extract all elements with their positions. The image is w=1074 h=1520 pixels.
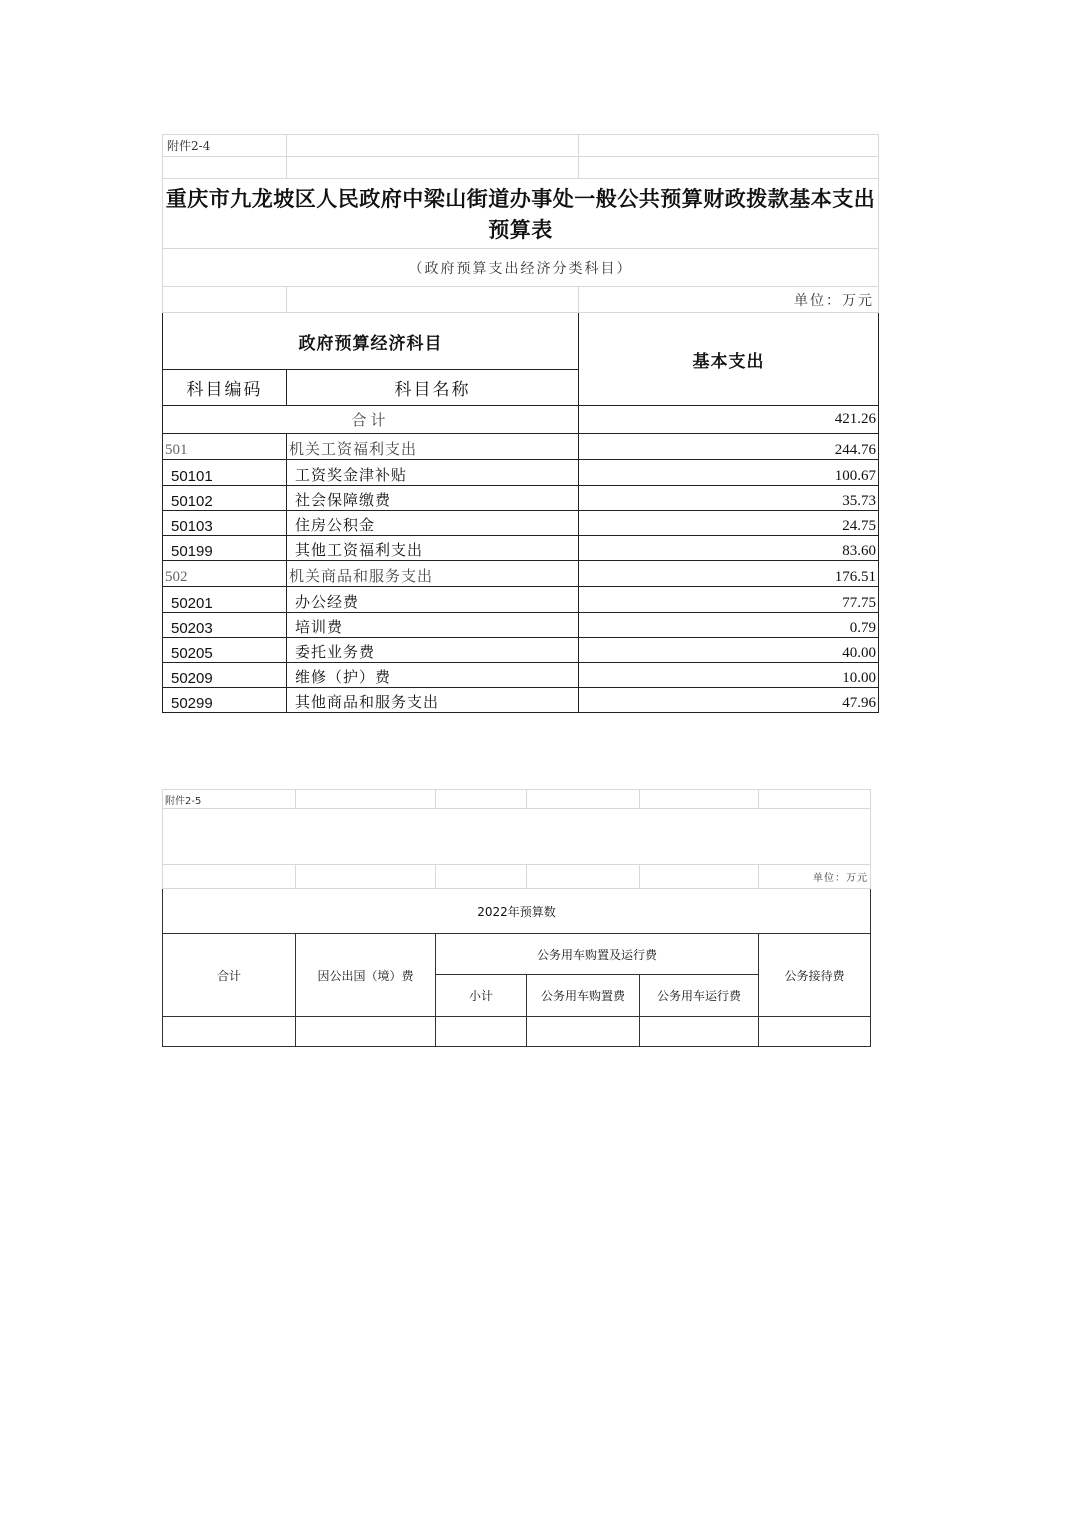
total-label: 合计 <box>163 406 579 434</box>
table-row <box>163 486 879 511</box>
header-subject-name: 科目名称 <box>287 370 579 406</box>
header-subject-code: 科目编码 <box>163 370 287 406</box>
row-name: 培训费 <box>287 613 579 638</box>
table-subtitle: （政府预算支出经济分类科目） <box>163 249 879 287</box>
row-code: 50103 <box>163 511 287 536</box>
row-name: 办公经费 <box>287 587 579 613</box>
table-row <box>163 638 879 663</box>
row-code: 50199 <box>163 536 287 561</box>
table-row <box>163 561 879 587</box>
header-vehicle-operation: 公务用车运行费 <box>640 975 759 1017</box>
row-value: 0.79 <box>579 613 879 638</box>
header-basic-expenditure: 基本支出 <box>579 313 879 406</box>
unit-label: 单位：万元 <box>579 287 879 313</box>
table-row <box>163 460 879 486</box>
row-value: 35.73 <box>579 486 879 511</box>
row-value: 244.76 <box>579 434 879 460</box>
empty-cell <box>436 1017 527 1047</box>
row-name: 机关商品和服务支出 <box>287 561 579 587</box>
row-value: 47.96 <box>579 688 879 713</box>
row-value: 40.00 <box>579 638 879 663</box>
row-code: 502 <box>163 561 287 587</box>
row-name: 住房公积金 <box>287 511 579 536</box>
table-row <box>163 1017 871 1047</box>
header-vehicle-purchase: 公务用车购置费 <box>527 975 640 1017</box>
row-code: 50205 <box>163 638 287 663</box>
header-total: 合计 <box>163 934 296 1017</box>
three-public-expenses-table <box>162 789 871 1047</box>
row-code: 50299 <box>163 688 287 713</box>
row-value: 24.75 <box>579 511 879 536</box>
header-subtotal: 小计 <box>436 975 527 1017</box>
unit-label: 单位：万元 <box>759 865 871 889</box>
row-code: 50102 <box>163 486 287 511</box>
empty-cell <box>640 1017 759 1047</box>
empty-cell <box>759 1017 871 1047</box>
basic-expenditure-budget-table <box>162 134 879 713</box>
table-title: 重庆市九龙坡区人民政府中梁山街道办事处一般公共预算财政拨款基本支出预算表 <box>163 179 879 249</box>
row-value: 77.75 <box>579 587 879 613</box>
row-code: 50201 <box>163 587 287 613</box>
row-value: 83.60 <box>579 536 879 561</box>
row-value: 10.00 <box>579 663 879 688</box>
attachment-label: 附件2-4 <box>163 135 287 157</box>
attachment-label: 附件2-5 <box>163 790 296 809</box>
table-title-blank <box>163 809 871 865</box>
header-economic-category: 政府预算经济科目 <box>163 313 579 370</box>
row-name: 其他商品和服务支出 <box>287 688 579 713</box>
table-row <box>163 434 879 460</box>
row-name: 其他工资福利支出 <box>287 536 579 561</box>
empty-cell <box>527 1017 640 1047</box>
row-name: 社会保障缴费 <box>287 486 579 511</box>
table-row <box>163 511 879 536</box>
row-value: 100.67 <box>579 460 879 486</box>
row-code: 50209 <box>163 663 287 688</box>
total-value: 421.26 <box>579 406 879 434</box>
header-year-budget: 2022年预算数 <box>163 889 871 934</box>
header-vehicle-group: 公务用车购置及运行费 <box>436 934 759 975</box>
row-value: 176.51 <box>579 561 879 587</box>
row-code: 50101 <box>163 460 287 486</box>
row-name: 工资奖金津补贴 <box>287 460 579 486</box>
row-name: 机关工资福利支出 <box>287 434 579 460</box>
table-row <box>163 663 879 688</box>
header-abroad-expense: 因公出国（境）费 <box>296 934 436 1017</box>
table-row <box>163 536 879 561</box>
table-row <box>163 688 879 713</box>
header-reception-expense: 公务接待费 <box>759 934 871 1017</box>
row-code: 501 <box>163 434 287 460</box>
row-name: 委托业务费 <box>287 638 579 663</box>
table-row <box>163 587 879 613</box>
empty-cell <box>296 1017 436 1047</box>
empty-cell <box>163 1017 296 1047</box>
table-row <box>163 613 879 638</box>
row-name: 维修（护）费 <box>287 663 579 688</box>
row-code: 50203 <box>163 613 287 638</box>
